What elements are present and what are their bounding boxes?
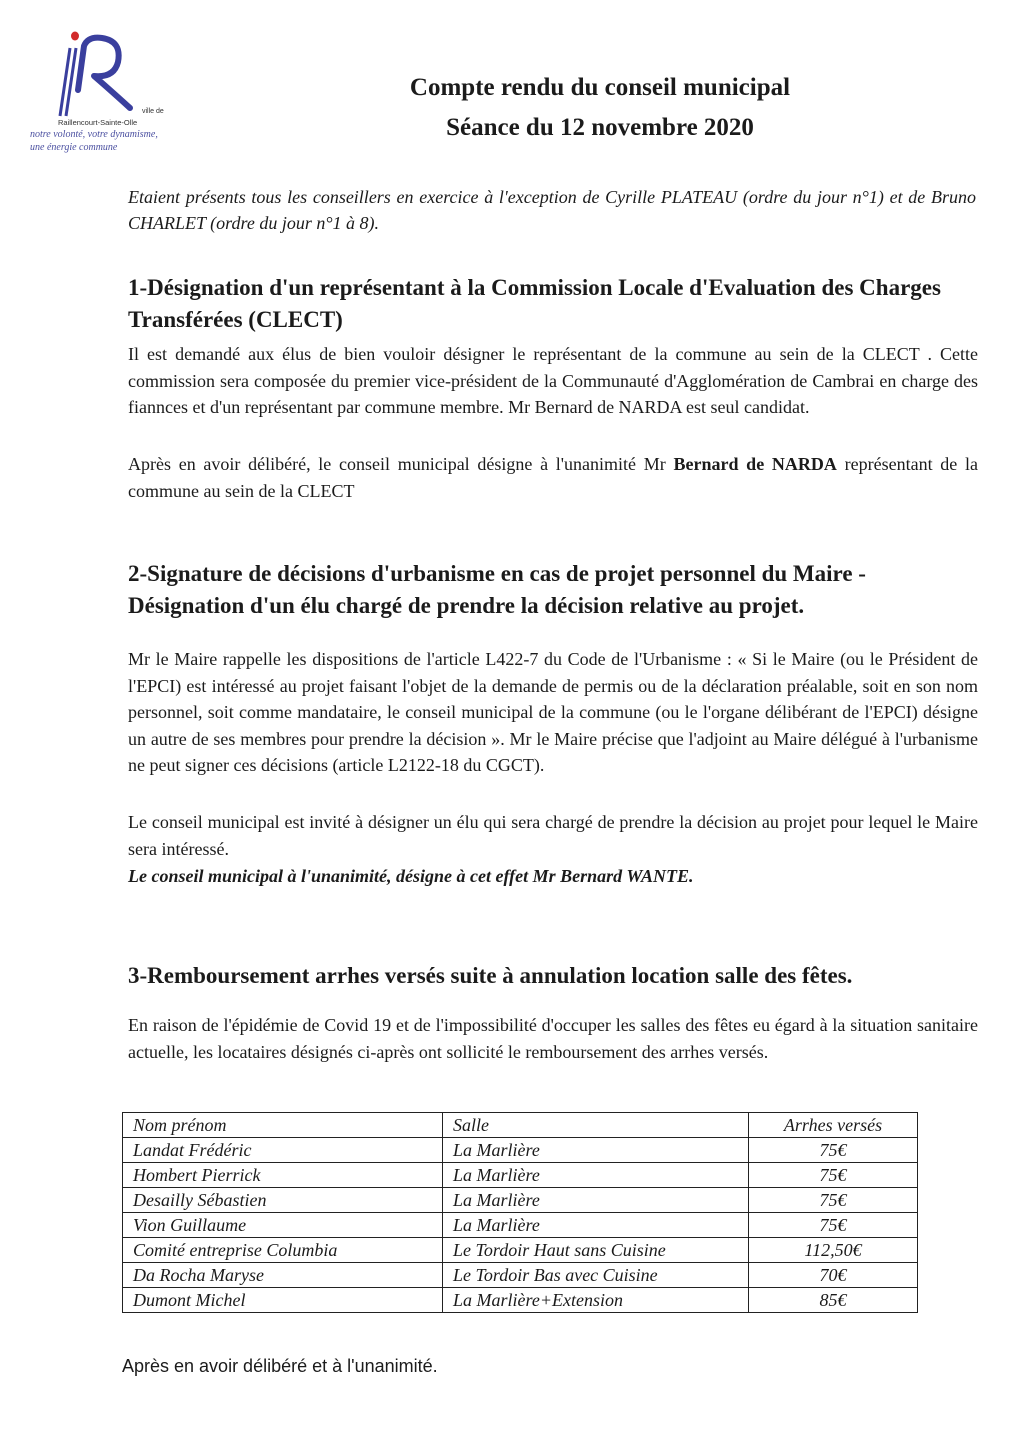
cell-room: La Marlière+Extension <box>443 1288 749 1313</box>
cell-room: La Marlière <box>443 1163 749 1188</box>
cell-name: Dumont Michel <box>123 1288 443 1313</box>
section-3-paragraph-1: En raison de l'épidémie de Covid 19 et de l'impossibilité d'occuper les salles des fêtes eu égard à la situation sanitaire actuelle, les locataires désignés ci-après ont sollicité le remboursement des arrhes versés. <box>128 1015 978 1062</box>
cell-name: Hombert Pierrick <box>123 1163 443 1188</box>
table-row <box>123 1138 918 1163</box>
section-1-candidate-name: Bernard de NARDA <box>673 454 837 474</box>
cell-room: Le Tordoir Haut sans Cuisine <box>443 1238 749 1263</box>
cell-deposit: 75€ <box>749 1163 918 1188</box>
column-header-deposit: Arrhes versés <box>749 1113 918 1138</box>
cell-name: Landat Frédéric <box>123 1138 443 1163</box>
table-row <box>123 1288 918 1313</box>
cell-deposit: 85€ <box>749 1288 918 1313</box>
table-row <box>123 1163 918 1188</box>
cell-room: La Marlière <box>443 1138 749 1163</box>
cell-deposit: 112,50€ <box>749 1238 918 1263</box>
section-2-decision: Le conseil municipal à l'unanimité, désigne à cet effet Mr Bernard WANTE. <box>128 866 694 886</box>
closing-statement: Après en avoir délibéré et à l'unanimité. <box>122 1356 438 1376</box>
column-header-room: Salle <box>443 1113 749 1138</box>
attendance-note: Etaient présents tous les conseillers en exercice à l'exception de Cyrille PLATEAU (ordre du jour n°1) et de Bruno CHARLET (ordre du jour n°1 à 8). <box>128 187 976 233</box>
table-row <box>123 1263 918 1288</box>
document-title: Compte rendu du conseil municipal <box>409 74 791 101</box>
section-1-paragraph-2-text: Après en avoir délibéré, le conseil municipal désigne à l'unanimité Mr <box>128 454 674 474</box>
cell-deposit: 75€ <box>749 1213 918 1238</box>
logo-town-name: Raillencourt-Sainte-Olle <box>58 118 138 127</box>
cell-deposit: 75€ <box>749 1138 918 1163</box>
table-row <box>123 1238 918 1263</box>
section-2-paragraph-2: Le conseil municipal est invité à désigner un élu qui sera chargé de prendre la décision au projet pour lequel le Maire sera intéressé. <box>128 812 978 859</box>
cell-name: Comité entreprise Columbia <box>123 1238 443 1263</box>
cell-name: Vion Guillaume <box>123 1213 443 1238</box>
table-row <box>123 1188 918 1213</box>
cell-room: La Marlière <box>443 1213 749 1238</box>
cell-room: Le Tordoir Bas avec Cuisine <box>443 1263 749 1288</box>
logo-slogan-line-1: notre volonté, votre dynamisme, <box>30 129 158 140</box>
section-1-paragraph-2-end: représentant de la commune au sein de la CLECT <box>128 454 978 501</box>
municipal-logo <box>30 28 210 153</box>
cell-name: Da Rocha Maryse <box>123 1263 443 1288</box>
section-1-heading: 1-Désignation d'un représentant à la Commission Locale d'Evaluation des Charges Transférées (CLECT) <box>128 275 941 332</box>
logo-ville-label: ville de <box>142 108 164 115</box>
section-3-heading: 3-Remboursement arrhes versés suite à annulation location salle des fêtes. <box>128 963 853 988</box>
cell-deposit: 70€ <box>749 1263 918 1288</box>
logo-slogan-line-2: une énergie commune <box>30 142 118 153</box>
logo-slogan <box>30 128 230 154</box>
refund-table <box>122 1112 918 1313</box>
section-1-paragraph-1: Il est demandé aux élus de bien vouloir désigner le représentant de la commune au sein de la CLECT . Cette commission sera composée du premier vice-président de la Communauté d'Agglomération de Cambrai en charge des fiannces et d'un représentant par commune membre. Mr Bernard de NARDA est seul candidat. <box>128 344 978 417</box>
session-date-title: Séance du 12 novembre 2020 <box>446 114 754 141</box>
section-2-heading: 2-Signature de décisions d'urbanisme en cas de projet personnel du Maire - Désignation d'un élu chargé de prendre la décision relative au projet. <box>128 561 866 618</box>
column-header-name: Nom prénom <box>123 1113 443 1138</box>
table-row <box>123 1213 918 1238</box>
cell-room: La Marlière <box>443 1188 749 1213</box>
cell-name: Desailly Sébastien <box>123 1188 443 1213</box>
town-logo-mark <box>44 28 134 118</box>
section-2-paragraph-1: Mr le Maire rappelle les dispositions de l'article L422-7 du Code de l'Urbanisme : « Si le Maire (ou le Président de l'EPCI) est intéressé au projet faisant l'objet de la demande de permis ou de la déclaration préalable, soit en son nom personnel, soit comme mandataire, le conseil municipal de la commune (ou le l'organe délibérant de l'EPCI) désigne un autre de ses membres pour prendre la décision ». Mr le Maire précise que l'adjoint au Maire délégué à l'urbanisme ne peut signer ces décisions (article L2122-18 du CGCT). <box>128 649 978 775</box>
cell-deposit: 75€ <box>749 1188 918 1213</box>
table-header-row <box>123 1113 918 1138</box>
section-1-paragraph-2 <box>128 451 978 504</box>
